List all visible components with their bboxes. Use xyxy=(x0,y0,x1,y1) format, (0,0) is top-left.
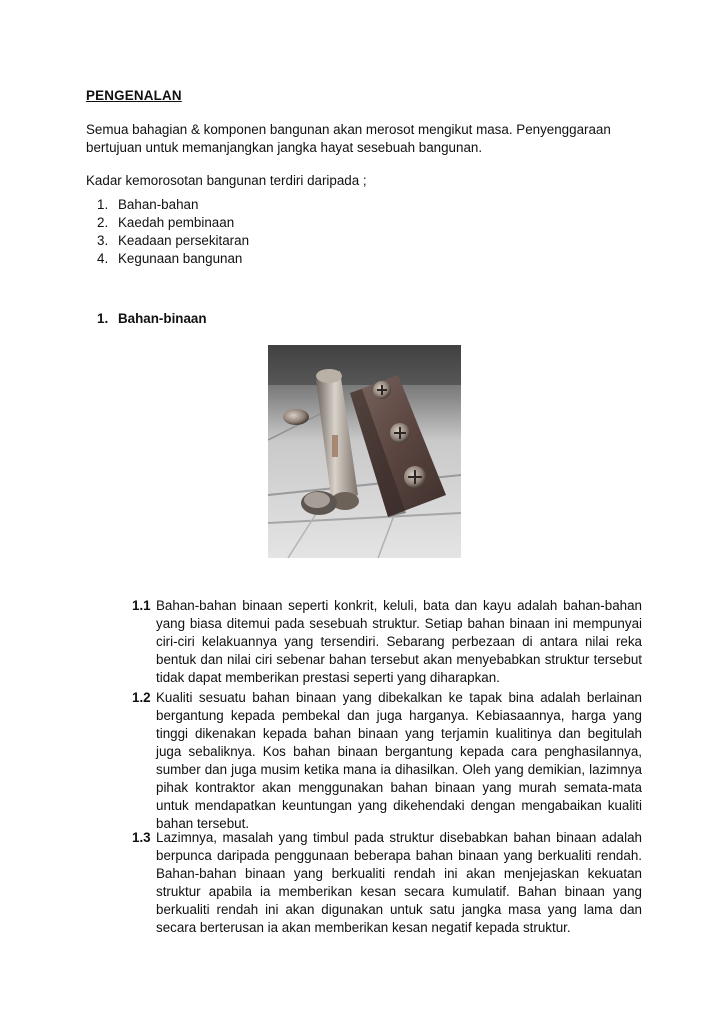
list-item xyxy=(97,214,249,232)
list-label: Bahan-bahan xyxy=(118,197,199,212)
section-title: Bahan-binaan xyxy=(118,311,207,326)
numbered-paragraph xyxy=(132,829,642,937)
numbered-paragraph xyxy=(132,689,642,833)
list-number: 3. xyxy=(97,233,109,248)
list-item xyxy=(97,196,249,214)
paragraph-text: Kualiti sesuatu bahan binaan yang dibekalkan ke tapak bina adalah berlainan bergantung kepada pembekal dan juga harganya. Kebiasaannya, harga yang tinggi dikenakan kepada bahan binaan yang terjamin kualitinya dan begitulah juga sebaliknya. Kos bahan binaan bergantung kepada cara penghasilannya, sumber dan juga musim ketika mana ia dihasilkan. Oleh yang demikian, lazimnya pihak kontraktor akan menggunakan bahan binaan yang murah semata-mata untuk mendapatkan keuntungan yang dikehendaki dengan mengabaikan kualiti bahan tersebut. xyxy=(156,690,642,831)
intro-paragraph: Semua bahagian & komponen bangunan akan merosot mengikut masa. Penyenggaraan bertujuan untuk memanjangkan jangka hayat sesebuah bangunan. xyxy=(86,122,611,155)
list-label: Kaedah pembinaan xyxy=(118,215,235,230)
list-number: 2. xyxy=(97,215,109,230)
paragraph-text: Bahan-bahan binaan seperti konkrit, keluli, bata dan kayu adalah bahan-bahan yang biasa ditemui pada sesebuah struktur. Setiap bahan binaan ini mempunyai ciri-ciri kelakuannya yang tersendiri. Sebarang perbezaan di antara nilai reka bentuk dan nilai ciri sebenar bahan tersebut akan menyebabkan struktur tersebut tidak dapat memberikan prestasi seperti yang diharapkan. xyxy=(156,598,642,685)
section-heading xyxy=(97,310,207,328)
factors-list xyxy=(97,196,249,268)
section-number: 1. xyxy=(97,311,109,326)
page-heading: PENGENALAN xyxy=(86,88,182,103)
list-number: 1. xyxy=(97,197,109,212)
paragraph-number: 1.2 xyxy=(132,690,151,705)
numbered-paragraph xyxy=(132,597,642,687)
paragraph-number: 1.3 xyxy=(132,830,151,845)
paragraph-number: 1.1 xyxy=(132,598,151,613)
factors-intro: Kadar kemorosotan bangunan terdiri daripada ; xyxy=(86,173,367,188)
list-label: Keadaan persekitaran xyxy=(118,233,250,248)
rusty-hinge-photo xyxy=(268,345,461,558)
list-number: 4. xyxy=(97,251,109,266)
list-item xyxy=(97,232,249,250)
paragraph-text: Lazimnya, masalah yang timbul pada struktur disebabkan bahan binaan adalah berpunca daripada penggunaan beberapa bahan binaan yang berkualiti rendah. Bahan-bahan binaan yang berkualiti rendah ini akan menjejaskan kekuatan struktur apabila ia memberikan kesan secara kumulatif. Bahan binaan yang berkualiti rendah ini akan digunakan untuk satu jangka masa yang lama dan secara berterusan ia akan memberikan kesan negatif kepada struktur. xyxy=(156,830,642,935)
list-item xyxy=(97,250,249,268)
list-label: Kegunaan bangunan xyxy=(118,251,243,266)
